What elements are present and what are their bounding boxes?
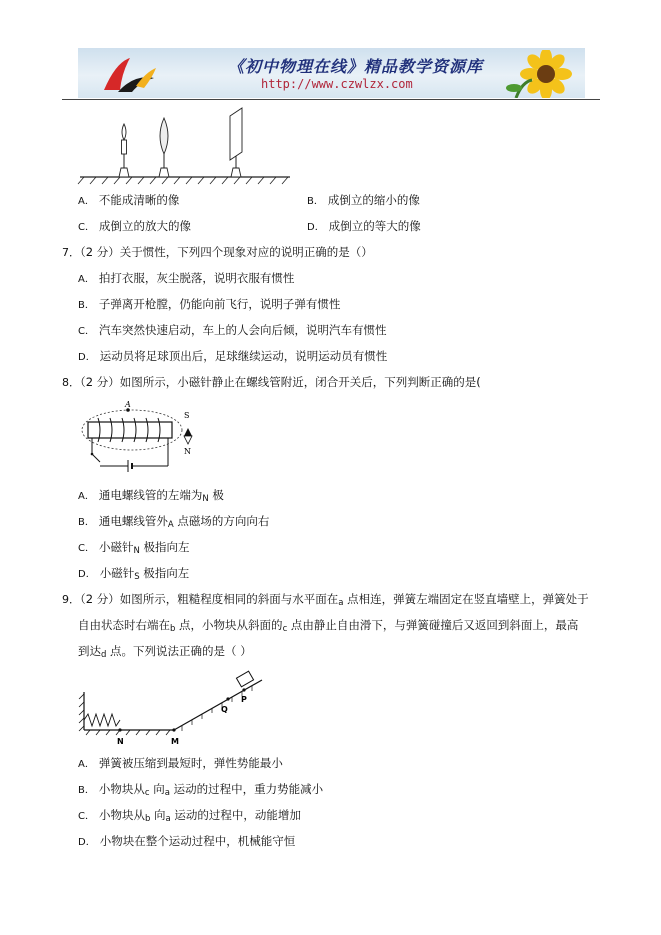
light-screen: [230, 108, 242, 177]
spring-icon: [84, 714, 120, 726]
convex-lens: [159, 118, 169, 177]
q9-stem-line1: 9．（2 分）如图所示，粗糙程度相同的斜面与水平面在$_a$ 点相连，弹簧左端固定在竖直墙壁上，弹簧处于: [62, 592, 589, 608]
point-q-label: Q: [221, 705, 228, 714]
spring-incline-figure: [78, 668, 268, 748]
point-m-label: M: [171, 737, 179, 746]
site-url[interactable]: http://www.czwlzx.com: [261, 77, 413, 91]
q9-option-c[interactable]: C． 小物块从$_b$ 向$_a$ 运动的过程中，动能增加: [78, 808, 301, 824]
sunflower-icon: [496, 50, 584, 98]
q8-stem: 8．（2 分）如图所示，小磁针静止在螺线管附近，闭合开关后，下列判断正确的是(: [62, 375, 481, 389]
q8-option-d[interactable]: D． 小磁针$_S$ 极指向左: [78, 566, 190, 582]
q6-option-a[interactable]: A． 不能成清晰的像: [78, 193, 180, 207]
q7-option-d[interactable]: D． 运动员将足球顶出后，足球继续运动，说明运动员有惯性: [78, 349, 388, 363]
optics-bench-figure: [76, 104, 296, 186]
q7-stem: 7．（2 分）关于惯性，下列四个现象对应的说明正确的是（）: [62, 245, 373, 259]
q6-option-b[interactable]: B． 成倒立的缩小的像: [307, 193, 420, 207]
q9-option-b[interactable]: B． 小物块从$_c$ 向$_a$ 运动的过程中，重力势能减小: [78, 782, 324, 798]
solenoid-circuit-figure: [80, 396, 200, 474]
candle: [119, 124, 129, 177]
q8-option-c[interactable]: C． 小磁针$_N$ 极指向左: [78, 540, 190, 556]
needle-s-label: S: [184, 411, 190, 420]
q8-option-a[interactable]: A． 通电螺线管的左端为$_N$ 极: [78, 488, 224, 504]
q6-option-c[interactable]: C． 成倒立的放大的像: [78, 219, 191, 233]
q9-stem-line3: 到达$_d$ 点。下列说法正确的是（ ）: [78, 644, 252, 660]
q7-option-a[interactable]: A． 拍打衣服，灰尘脱落，说明衣服有惯性: [78, 271, 295, 285]
point-n-label: N: [117, 737, 124, 746]
point-a-label: A: [125, 400, 131, 409]
q8-option-b[interactable]: B． 通电螺线管外$_A$ 点磁场的方向向右: [78, 514, 270, 530]
header-banner: [78, 48, 585, 98]
q9-stem-line2: 自由状态时右端在$_b$ 点，小物块从斜面的$_c$ 点由静止自由滑下，与弹簧碰撞后又返回到斜面上，最高: [78, 618, 579, 634]
q7-option-c[interactable]: C． 汽车突然快速启动，车上的人会向后倾，说明汽车有惯性: [78, 323, 387, 337]
point-p-label: P: [241, 695, 247, 704]
q9-option-a[interactable]: A． 弹簧被压缩到最短时，弹性势能最小: [78, 756, 283, 770]
q9-option-d[interactable]: D． 小物块在整个运动过程中，机械能守恒: [78, 834, 296, 848]
site-title: 《初中物理在线》精品教学资源库: [228, 57, 484, 76]
q6-option-d[interactable]: D． 成倒立的等大的像: [307, 219, 421, 233]
block-icon: [236, 671, 253, 687]
q7-option-b[interactable]: B． 子弹离开枪膛，仍能向前飞行，说明子弹有惯性: [78, 297, 341, 311]
header-rule: [62, 99, 600, 100]
site-logo: [96, 52, 158, 96]
needle-n-label: N: [184, 447, 191, 456]
compass-needle-icon: [184, 428, 192, 436]
